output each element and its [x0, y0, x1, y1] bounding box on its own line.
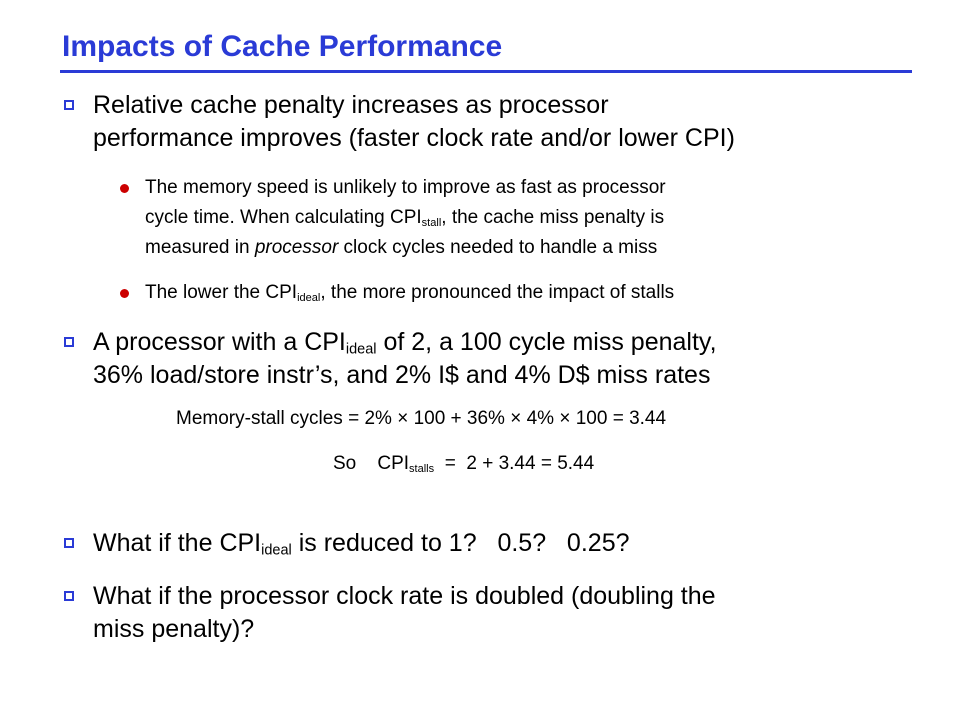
bullet-1-line-1: Relative cache penalty increases as processor: [93, 91, 609, 119]
bullet-2-line-1: A processor with a $CPI_{ideal}$ of 2, a 100 cycle miss penalty,: [93, 328, 717, 358]
sub-bullet-1-line-2: cycle time. When calculating $CPI_{stall}$, the cache miss penalty is: [145, 207, 665, 229]
square-bullet-icon: [64, 100, 74, 110]
bullet-4-line-1: What if the processor clock rate is doubled (doubling the: [93, 582, 716, 610]
title-underline: [60, 70, 912, 73]
bullet-2-line-2: 36% load/store instr’s, and 2% I$ and 4% D$ miss rates: [93, 361, 711, 389]
square-bullet-icon: [64, 337, 74, 347]
bullet-3: What if the $CPI_{ideal}$ is reduced to 1? 0.5? 0.25?: [93, 529, 630, 559]
square-bullet-icon: [64, 591, 74, 601]
cpi-stalls-equation: So $CPI_{stalls} = 2 + 3.44 = 5.44$: [333, 453, 595, 475]
round-bullet-icon: [120, 184, 129, 193]
square-bullet-icon: [64, 538, 74, 548]
bullet-1-line-2: performance improves (faster clock rate and/or lower CPI): [93, 124, 735, 152]
slide-title: Impacts of Cache Performance: [62, 30, 503, 63]
sub-bullet-2: The lower the $CPI_{ideal}$, the more pronounced the impact of stalls: [145, 282, 675, 304]
sub-bullet-1-line-3: measured in processor clock cycles needed to handle a miss: [145, 237, 658, 258]
memory-stall-equation: Memory-stall cycles = 2% × 100 + 36% × 4% × 100 = 3.44: [176, 408, 667, 429]
round-bullet-icon: [120, 289, 129, 298]
sub-bullet-1-line-1: The memory speed is unlikely to improve as fast as processor: [145, 177, 666, 198]
bullet-4-line-2: miss penalty)?: [93, 615, 255, 643]
